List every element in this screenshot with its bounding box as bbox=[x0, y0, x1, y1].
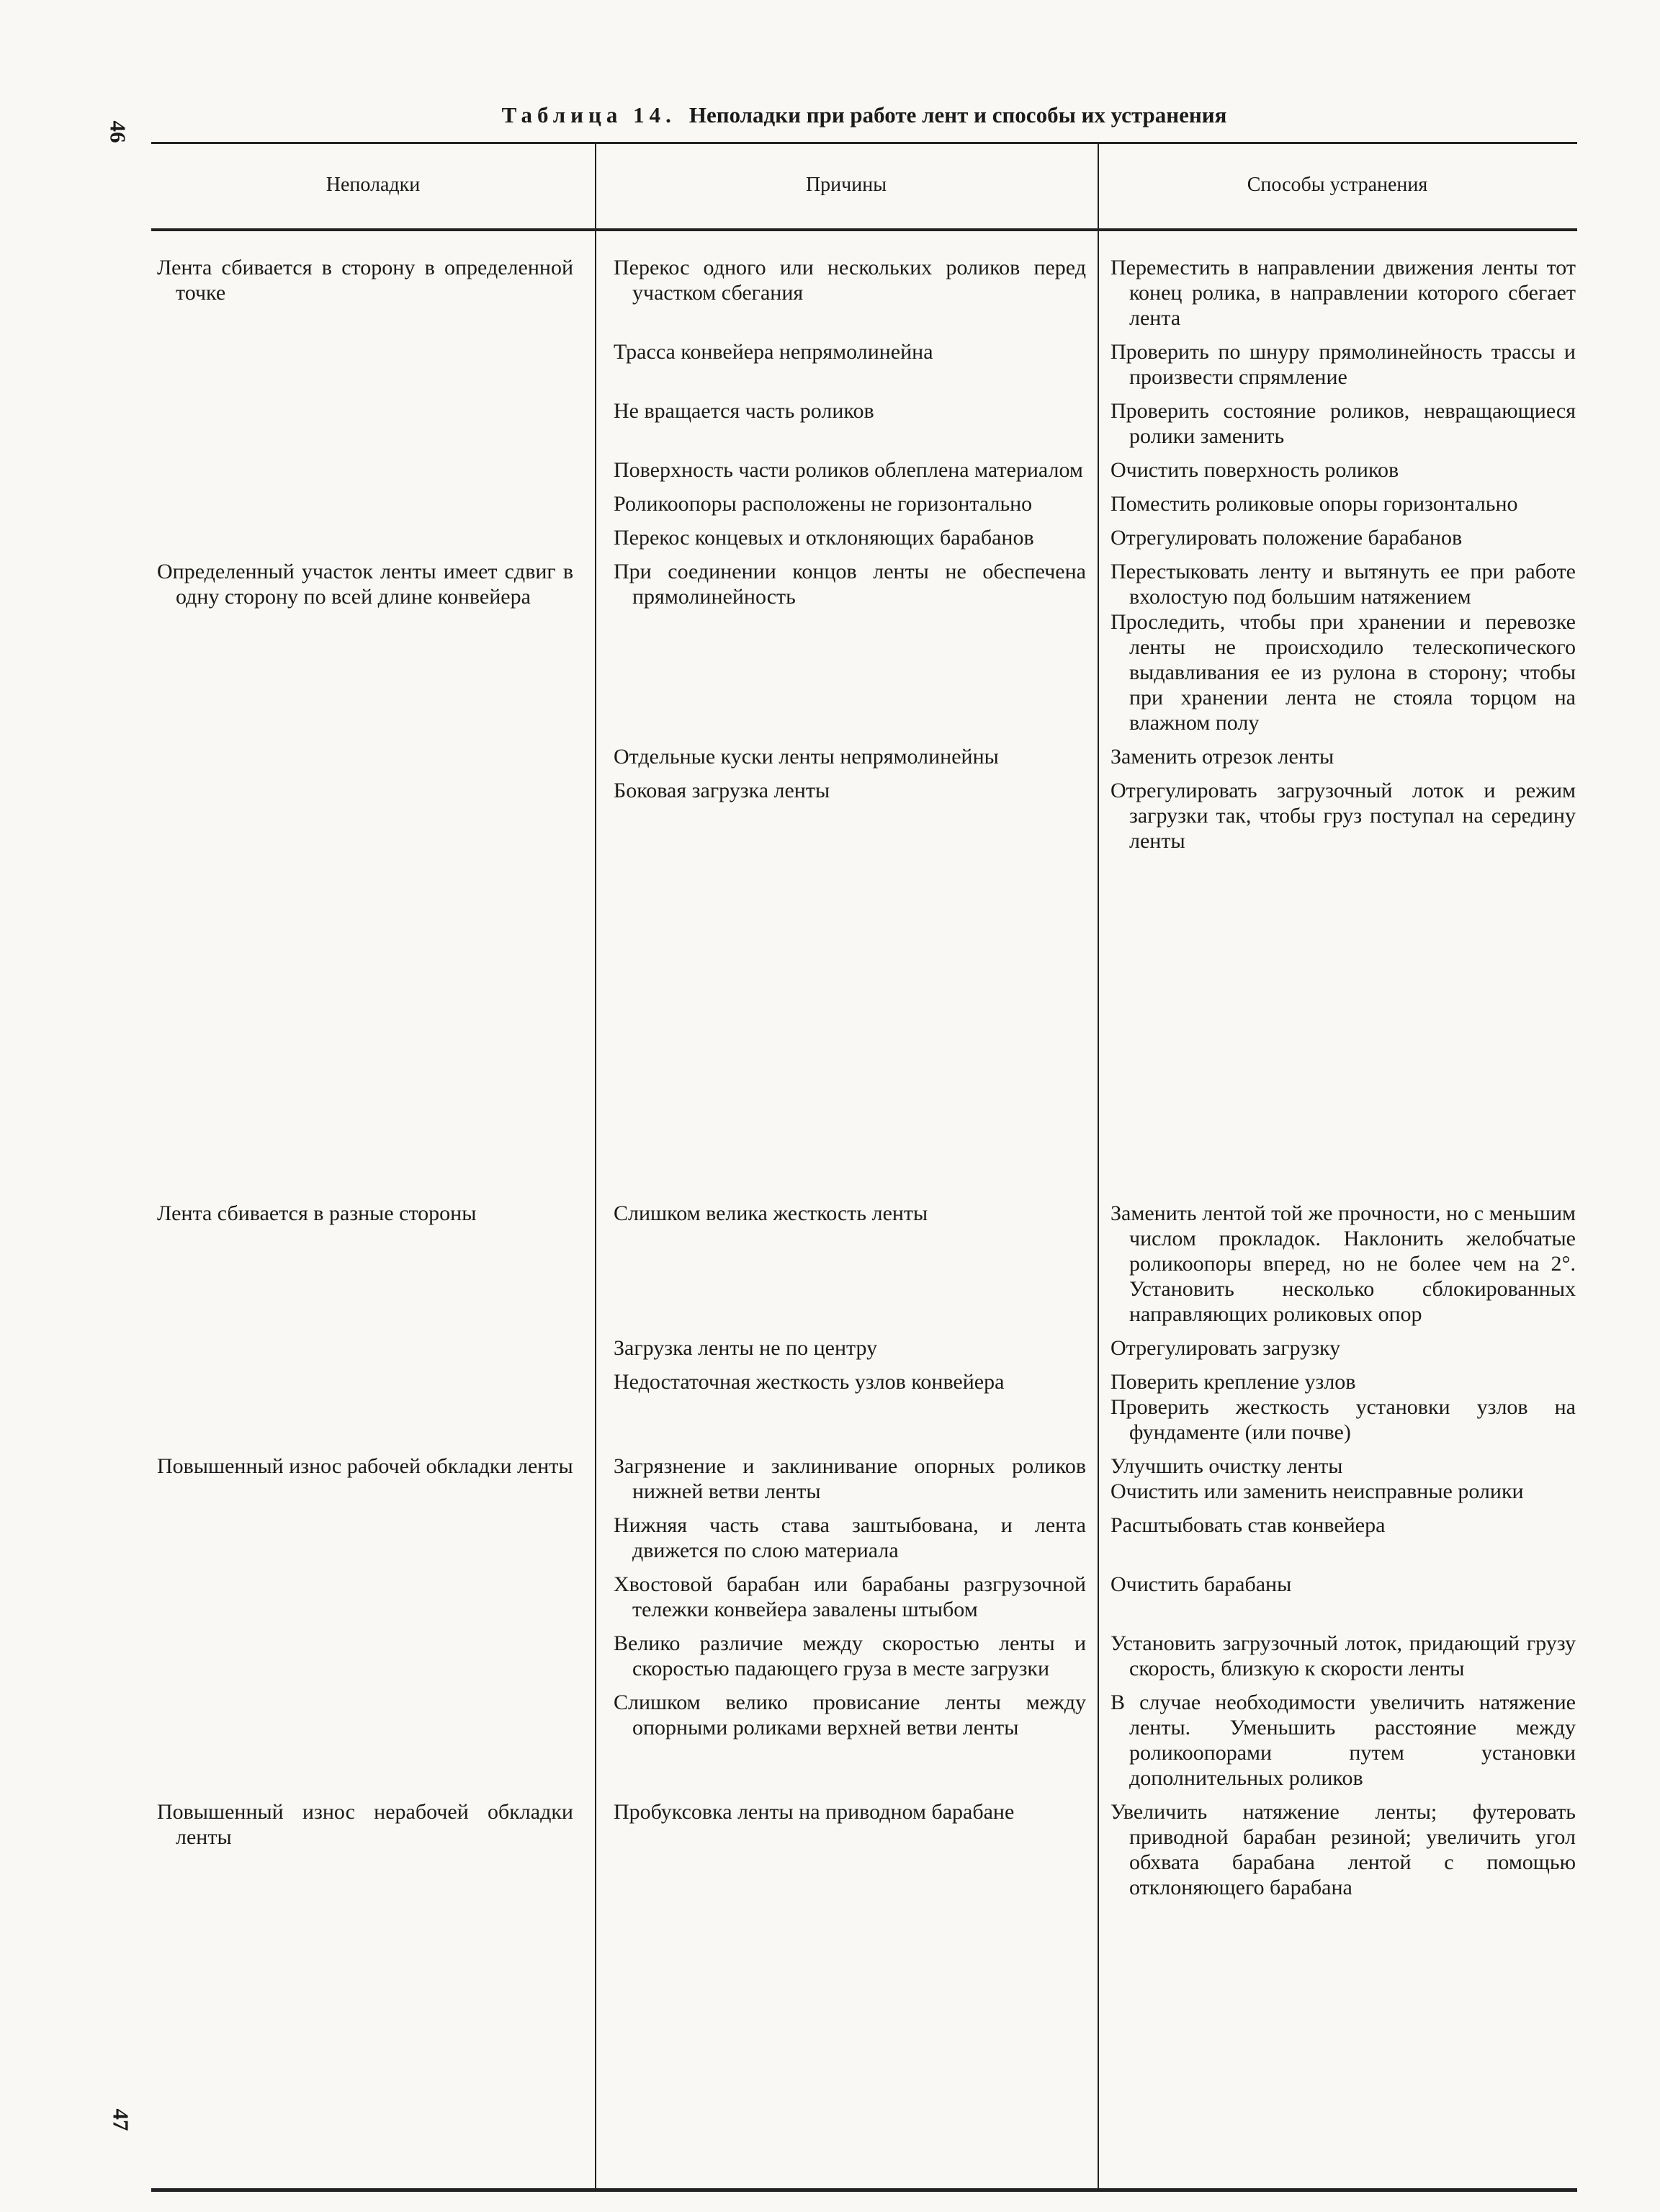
solution-cell bbox=[1098, 744, 1577, 769]
solution-text: Улучшить очистку ленты bbox=[1111, 1454, 1343, 1478]
table-header-row bbox=[151, 142, 1577, 228]
solution-text: Поверить крепление узлов bbox=[1111, 1370, 1356, 1394]
solution-text: Проследить, чтобы при хранении и перевозке ленты не происходило телескопического выдавливания ее из рулона в сторону; чтобы при хранении лента не стояла торцом на влажном полу bbox=[1111, 610, 1576, 735]
cause-cell bbox=[595, 1454, 1098, 1504]
problem-cell bbox=[151, 1631, 595, 1681]
problem-text: Лента сбивается в разные стороны bbox=[157, 1201, 477, 1225]
solution-text: В случае необходимости увеличить натяжение ленты. Уменьшить расстояние между роликоопорами путем установки дополнительных роликов bbox=[1111, 1691, 1576, 1790]
page-number-top: 46 bbox=[105, 120, 131, 143]
cause-text: Слишком велико провисание ленты между опорными роликами верхней ветви ленты bbox=[614, 1691, 1086, 1739]
solution-cell bbox=[1098, 1201, 1577, 1327]
header-rule bbox=[151, 228, 1577, 231]
solution-text: Очистить поверхность роликов bbox=[1111, 458, 1399, 482]
solution-cell bbox=[1098, 1513, 1577, 1563]
cause-cell bbox=[595, 457, 1098, 483]
problem-text: Повышенный износ нерабочей обкладки ленты bbox=[157, 1800, 573, 1849]
cause-cell bbox=[595, 559, 1098, 735]
page-number-bottom: 47 bbox=[108, 2108, 134, 2131]
solution-text: Расштыбовать став конвейера bbox=[1111, 1513, 1386, 1537]
cause-text: Хвостовой барабан или барабаны разгрузочной тележки конвейера завалены штыбом bbox=[614, 1572, 1086, 1621]
solution-text: Проверить по шнуру прямолинейность трассы и произвести спрямление bbox=[1111, 340, 1576, 389]
solution-text: Проверить жесткость установки узлов на фундаменте (или почве) bbox=[1111, 1395, 1576, 1444]
solution-text: Очистить барабаны bbox=[1111, 1572, 1292, 1596]
table-title bbox=[151, 102, 1577, 128]
table-row bbox=[151, 559, 1577, 735]
cause-cell bbox=[595, 398, 1098, 449]
cause-text: Боковая загрузка ленты bbox=[614, 779, 830, 802]
cause-text: Перекос концевых и отклоняющих барабанов bbox=[614, 526, 1034, 550]
problem-text: Повышенный износ рабочей обкладки ленты bbox=[157, 1454, 573, 1478]
cause-cell bbox=[595, 1335, 1098, 1361]
cause-cell bbox=[595, 1799, 1098, 1900]
table-title-label: Таблица 14. bbox=[501, 102, 676, 127]
problem-cell bbox=[151, 1690, 595, 1791]
cause-cell bbox=[595, 1369, 1098, 1445]
solution-text: Установить загрузочный лоток, придающий грузу скорость, близкую к скорости ленты bbox=[1111, 1631, 1576, 1680]
column-header-problems: Неполадки bbox=[326, 174, 421, 196]
cause-cell bbox=[595, 1631, 1098, 1681]
table-row bbox=[151, 255, 1577, 331]
table-row bbox=[151, 525, 1577, 550]
problem-cell bbox=[151, 1513, 595, 1563]
solution-cell bbox=[1098, 491, 1577, 516]
solution-cell bbox=[1098, 398, 1577, 449]
table-row bbox=[151, 1513, 1577, 1563]
blank-gap bbox=[151, 862, 1577, 1201]
column-header-remedies: Способы устранения bbox=[1247, 174, 1428, 196]
problem-cell bbox=[151, 398, 595, 449]
solution-text: Отрегулировать загрузочный лоток и режим загрузки так, чтобы груз поступал на середину ленты bbox=[1111, 779, 1576, 853]
solution-cell bbox=[1098, 1572, 1577, 1622]
solution-cell bbox=[1098, 1335, 1577, 1361]
problem-cell bbox=[151, 744, 595, 769]
table-row bbox=[151, 744, 1577, 769]
table-row bbox=[151, 1335, 1577, 1361]
cause-text: Велико различие между скоростью ленты и скоростью падающего груза в месте загрузки bbox=[614, 1631, 1086, 1680]
table-row bbox=[151, 398, 1577, 449]
problem-cell bbox=[151, 559, 595, 735]
cause-text: Загрузка ленты не по центру bbox=[614, 1336, 878, 1360]
table-row bbox=[151, 1201, 1577, 1327]
solution-cell bbox=[1098, 778, 1577, 854]
table-row bbox=[151, 1369, 1577, 1445]
solution-text: Очистить или заменить неисправные ролики bbox=[1111, 1479, 1524, 1503]
solution-text: Проверить состояние роликов, невращающиеся ролики заменить bbox=[1111, 399, 1576, 448]
solution-cell bbox=[1098, 525, 1577, 550]
cause-text: Перекос одного или нескольких роликов перед участком сбегания bbox=[614, 256, 1086, 305]
cause-text: Отдельные куски ленты непрямолинейны bbox=[614, 745, 999, 769]
solution-cell bbox=[1098, 559, 1577, 735]
cause-text: Поверхность части роликов облеплена материалом bbox=[614, 458, 1083, 482]
table-row bbox=[151, 339, 1577, 390]
solution-text: Поместить роликовые опоры горизонтально bbox=[1111, 492, 1518, 516]
problem-text: Определенный участок ленты имеет сдвиг в одну сторону по всей длине конвейера bbox=[157, 560, 573, 609]
table-row bbox=[151, 457, 1577, 483]
problem-cell bbox=[151, 1572, 595, 1622]
problem-cell bbox=[151, 1201, 595, 1327]
problem-cell bbox=[151, 491, 595, 516]
table-row bbox=[151, 1690, 1577, 1791]
solution-cell bbox=[1098, 1369, 1577, 1445]
cause-cell bbox=[595, 744, 1098, 769]
solution-cell bbox=[1098, 1454, 1577, 1504]
solution-cell bbox=[1098, 1799, 1577, 1900]
solution-cell bbox=[1098, 1690, 1577, 1791]
solution-cell bbox=[1098, 1631, 1577, 1681]
solution-cell bbox=[1098, 255, 1577, 331]
solution-cell bbox=[1098, 457, 1577, 483]
solution-text: Перестыковать ленту и вытянуть ее при работе вхолостую под большим натяжением bbox=[1111, 560, 1576, 609]
problem-cell bbox=[151, 525, 595, 550]
table-row bbox=[151, 1454, 1577, 1504]
cause-text: Роликоопоры расположены не горизонтально bbox=[614, 492, 1033, 516]
solution-text: Заменить отрезок ленты bbox=[1111, 745, 1334, 769]
problem-cell bbox=[151, 778, 595, 854]
problem-cell bbox=[151, 457, 595, 483]
bottom-rule bbox=[151, 2188, 1577, 2192]
table-row bbox=[151, 1572, 1577, 1622]
column-header-causes: Причины bbox=[805, 174, 887, 196]
table-body bbox=[151, 255, 1577, 1909]
cause-text: Слишком велика жесткость ленты bbox=[614, 1201, 928, 1225]
cause-cell bbox=[595, 1572, 1098, 1622]
solution-text: Заменить лентой той же прочности, но с меньшим числом прокладок. Наклонить желобчатые роликоопоры вперед, но не более чем на 2°. Установить несколько сблокированных направляющих роликовых опор bbox=[1111, 1201, 1576, 1326]
table-row bbox=[151, 1799, 1577, 1900]
cause-cell bbox=[595, 525, 1098, 550]
cause-cell bbox=[595, 339, 1098, 390]
problem-cell bbox=[151, 339, 595, 390]
cause-text: Пробуксовка ленты на приводном барабане bbox=[614, 1800, 1015, 1824]
problem-cell bbox=[151, 1454, 595, 1504]
cause-text: Загрязнение и заклинивание опорных роликов нижней ветви ленты bbox=[614, 1454, 1086, 1503]
solution-text: Отрегулировать загрузку bbox=[1111, 1336, 1341, 1360]
problem-cell bbox=[151, 255, 595, 331]
problem-cell bbox=[151, 1369, 595, 1445]
problem-cell bbox=[151, 1799, 595, 1900]
solution-text: Увеличить натяжение ленты; футеровать приводной барабан резиной; увеличить угол обхвата барабана лентой с помощью отклоняющего барабана bbox=[1111, 1800, 1576, 1899]
cause-text: Трасса конвейера непрямолинейна bbox=[614, 340, 933, 364]
cause-cell bbox=[595, 1201, 1098, 1327]
cause-cell bbox=[595, 1690, 1098, 1791]
cause-text: Нижняя часть става заштыбована, и лента движется по слою материала bbox=[614, 1513, 1086, 1562]
problem-cell bbox=[151, 1335, 595, 1361]
cause-cell bbox=[595, 255, 1098, 331]
cause-text: При соединении концов ленты не обеспечена прямолинейность bbox=[614, 560, 1086, 609]
table-row bbox=[151, 778, 1577, 854]
cause-cell bbox=[595, 491, 1098, 516]
cause-text: Недостаточная жесткость узлов конвейера bbox=[614, 1370, 1005, 1394]
solution-cell bbox=[1098, 339, 1577, 390]
table-title-text: Неполадки при работе лент и способы их устранения bbox=[688, 102, 1227, 127]
cause-text: Не вращается часть роликов bbox=[614, 399, 874, 423]
solution-text: Переместить в направлении движения ленты тот конец ролика, в направлении которого сбегает лента bbox=[1111, 256, 1576, 330]
solution-text: Отрегулировать положение барабанов bbox=[1111, 526, 1463, 550]
cause-cell bbox=[595, 1513, 1098, 1563]
problem-text: Лента сбивается в сторону в определенной точке bbox=[157, 256, 573, 305]
table-row bbox=[151, 491, 1577, 516]
cause-cell bbox=[595, 778, 1098, 854]
table-row bbox=[151, 1631, 1577, 1681]
